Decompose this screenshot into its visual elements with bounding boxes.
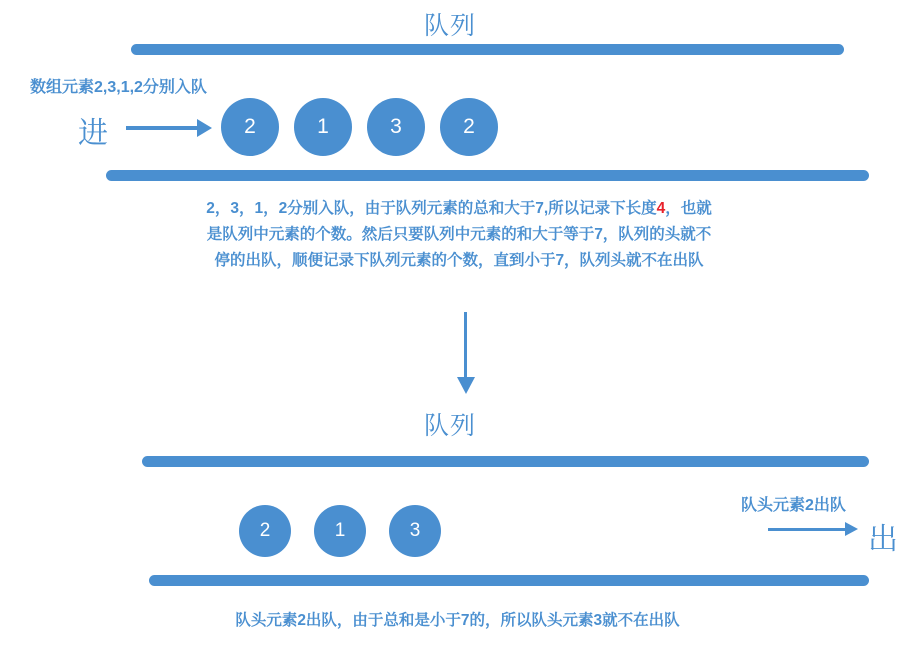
enqueue-note: 数组元素2,3,1,2分别入队 <box>30 79 207 96</box>
bottom-queue-rail-upper <box>142 456 869 467</box>
queue-node: 2 <box>239 505 291 557</box>
queue-node: 1 <box>314 505 366 557</box>
bottom-queue-rail-lower <box>149 575 869 586</box>
top-explanation-line3: 停的出队，顺便记录下队列元素的个数，直到小于7，队列头就不在出队 <box>214 252 704 269</box>
top-explanation-line2: 是队列中元素的个数。然后只要队列中元素的和大于等于7，队列的头就不 <box>206 226 712 243</box>
top-explanation-highlight: 4 <box>656 200 666 217</box>
dequeue-note: 队头元素2出队 <box>741 497 846 514</box>
queue-node: 1 <box>294 98 352 156</box>
bottom-queue-nodes <box>239 505 441 557</box>
queue-node: 3 <box>389 505 441 557</box>
top-queue-rail-upper <box>131 44 844 55</box>
top-queue-title: 队列 <box>423 12 476 40</box>
top-explanation-line1: 2，3，1，2分别入队，由于队列元素的总和大于7,所以记录下长度 <box>206 200 657 217</box>
queue-node: 2 <box>221 98 279 156</box>
enqueue-arrow-icon <box>126 126 198 130</box>
dequeue-arrow-icon <box>768 528 846 531</box>
enqueue-in-label: 进 <box>78 117 108 150</box>
top-queue-rail-lower <box>106 170 869 181</box>
flow-down-arrow-icon <box>464 312 467 378</box>
top-explanation <box>76 196 842 274</box>
bottom-queue-title: 队列 <box>423 412 476 440</box>
queue-node: 2 <box>440 98 498 156</box>
bottom-caption: 队头元素2出队，由于总和是小于7的，所以队头元素3就不在出队 <box>235 612 680 629</box>
queue-node: 3 <box>367 98 425 156</box>
top-queue-nodes <box>221 98 498 156</box>
top-explanation-line1-end: ，也就 <box>665 200 712 217</box>
dequeue-out-label: 出 <box>868 523 898 556</box>
